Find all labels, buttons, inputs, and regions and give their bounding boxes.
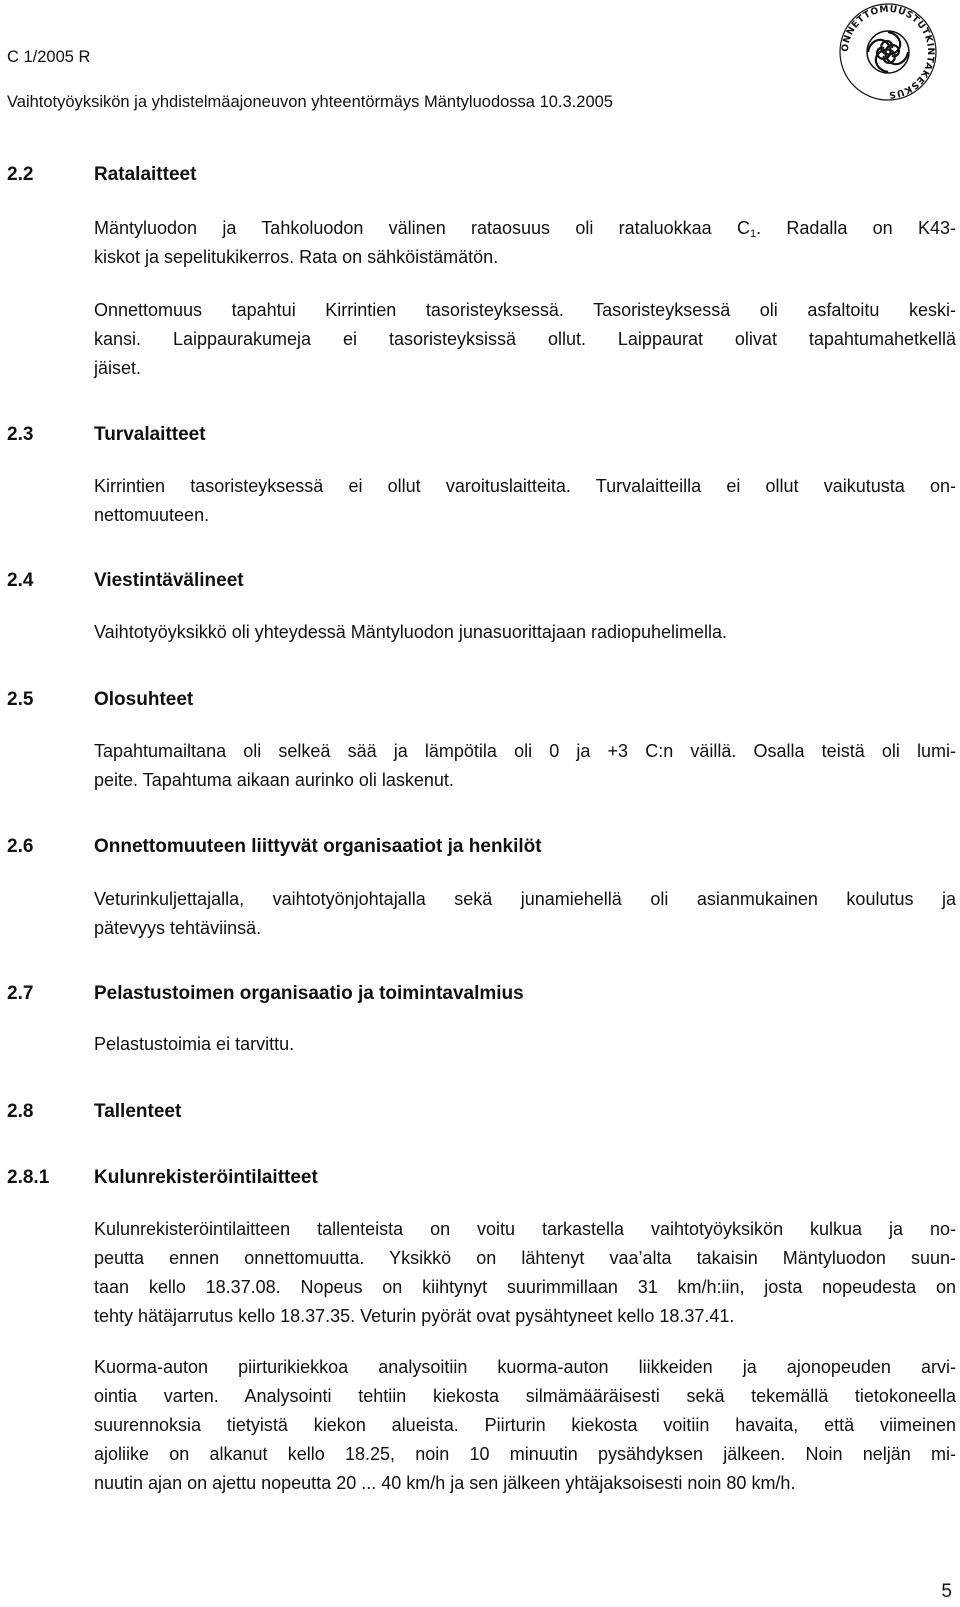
- section-heading: Viestintävälineet: [94, 570, 244, 591]
- text-line: jäiset.: [94, 358, 142, 378]
- paragraph: [94, 618, 956, 647]
- section-number: 2.2: [7, 164, 34, 185]
- text-line: Tapahtumailtana oli selkeä sää ja lämpötila oli 0 ja +3 C:n väillä. Osalla teistä oli lumi-: [94, 741, 956, 761]
- logo-seal-icon: [838, 2, 938, 102]
- paragraph: [94, 1215, 956, 1331]
- text-line: kansi. Laippaurakumeja ei tasoristeyksissä ollut. Laippaurat olivat tapahtumahetkellä: [94, 329, 956, 349]
- svg-text:ONNETTOMUUSTUTKINTAKESKUS: ONNETTOMUUSTUTKINTAKESKUS: [839, 3, 937, 101]
- paragraph: [94, 296, 956, 383]
- text-line: kiskot ja sepelitukikerros. Rata on sähköistämätön.: [94, 247, 499, 267]
- paragraph: [94, 214, 956, 272]
- text-line: ointia varten. Analysointi tehtiin kiekosta silmämääräisesti sekä tekemällä tietokoneella: [94, 1386, 956, 1406]
- section-number: 2.5: [7, 689, 34, 710]
- text-line: Vaihtotyöyksikkö oli yhteydessä Mäntyluodon junasuorittajaan radiopuhelimella.: [94, 622, 728, 642]
- text-line: Kulunrekisteröintilaitteen tallenteista on voitu tarkastella vaihtotyöyksikön kulkua ja no-: [94, 1219, 956, 1239]
- document-title: Vaihtotyöyksikön ja yhdistelmäajoneuvon yhteentörmäys Mäntyluodossa 10.3.2005: [7, 93, 613, 111]
- paragraph: [94, 885, 956, 943]
- section-heading: Kulunrekisteröintilaitteet: [94, 1167, 318, 1188]
- section-heading: Pelastustoimen organisaatio ja toimintavalmius: [94, 983, 524, 1004]
- document-code: C 1/2005 R: [7, 48, 91, 66]
- section-number: 2.8.1: [7, 1167, 50, 1188]
- text-line: tehty hätäjarrutus kello 18.37.35. Veturin pyörät ovat pysähtyneet kello 18.37.41.: [94, 1306, 735, 1326]
- paragraph: [94, 472, 956, 530]
- section-number: 2.3: [7, 424, 34, 445]
- paragraph: [94, 737, 956, 795]
- section-heading: Onnettomuuteen liittyvät organisaatiot ja henkilöt: [94, 836, 542, 857]
- text-line: Kuorma-auton piirturikiekkoa analysoitiin kuorma-auton liikkeiden ja ajonopeuden arvi-: [94, 1357, 956, 1377]
- text-line: Veturinkuljettajalla, vaihtotyönjohtajalla sekä junamiehellä oli asianmukainen koulutus ja: [94, 889, 956, 909]
- section-number: 2.6: [7, 836, 34, 857]
- section-number: 2.7: [7, 983, 34, 1004]
- text-line: pätevyys tehtäviinsä.: [94, 918, 262, 938]
- page-number: 5: [941, 1581, 952, 1602]
- section-heading: Tallenteet: [94, 1101, 182, 1122]
- section-number: 2.4: [7, 570, 34, 591]
- section-heading: Ratalaitteet: [94, 164, 197, 185]
- text-line: Onnettomuus tapahtui Kirrintien tasoristeyksessä. Tasoristeyksessä oli asfaltoitu keski-: [94, 300, 956, 320]
- text-line: nuutin ajan on ajettu nopeutta 20 ... 40 km/h ja sen jälkeen yhtäjaksoisesti noin 80 km/h.: [94, 1473, 796, 1493]
- text-line: peutta ennen onnettomuutta. Yksikkö on lähtenyt vaa’alta takaisin Mäntyluodon suun-: [94, 1248, 956, 1268]
- text-line: Pelastustoimia ei tarvittu.: [94, 1034, 295, 1054]
- paragraph: [94, 1030, 956, 1059]
- text-line: suurennoksia tietyistä kiekon alueista. Piirturin kiekosta voitiin havaita, että viimeinen: [94, 1415, 956, 1435]
- text-line: taan kello 18.37.08. Nopeus on kiihtynyt suurimmillaan 31 km/h:iin, josta nopeudesta on: [94, 1277, 956, 1297]
- text-line: nettomuuteen.: [94, 505, 210, 525]
- section-number: 2.8: [7, 1101, 34, 1122]
- paragraph: [94, 1353, 956, 1498]
- text-line: Mäntyluodon ja Tahkoluodon välinen rataosuus oli rataluokkaa $C_1$. Radalla on K43-: [94, 218, 956, 240]
- section-heading: Olosuhteet: [94, 689, 194, 710]
- section-heading: Turvalaitteet: [94, 424, 206, 445]
- text-line: Kirrintien tasoristeyksessä ei ollut varoituslaitteita. Turvalaitteilla ei ollut vaikutusta on-: [94, 476, 956, 496]
- text-line: peite. Tapahtuma aikaan aurinko oli laskenut.: [94, 770, 454, 790]
- text-line: ajoliike on alkanut kello 18.25, noin 10 minuutin pysähdyksen jälkeen. Noin neljän mi-: [94, 1444, 956, 1464]
